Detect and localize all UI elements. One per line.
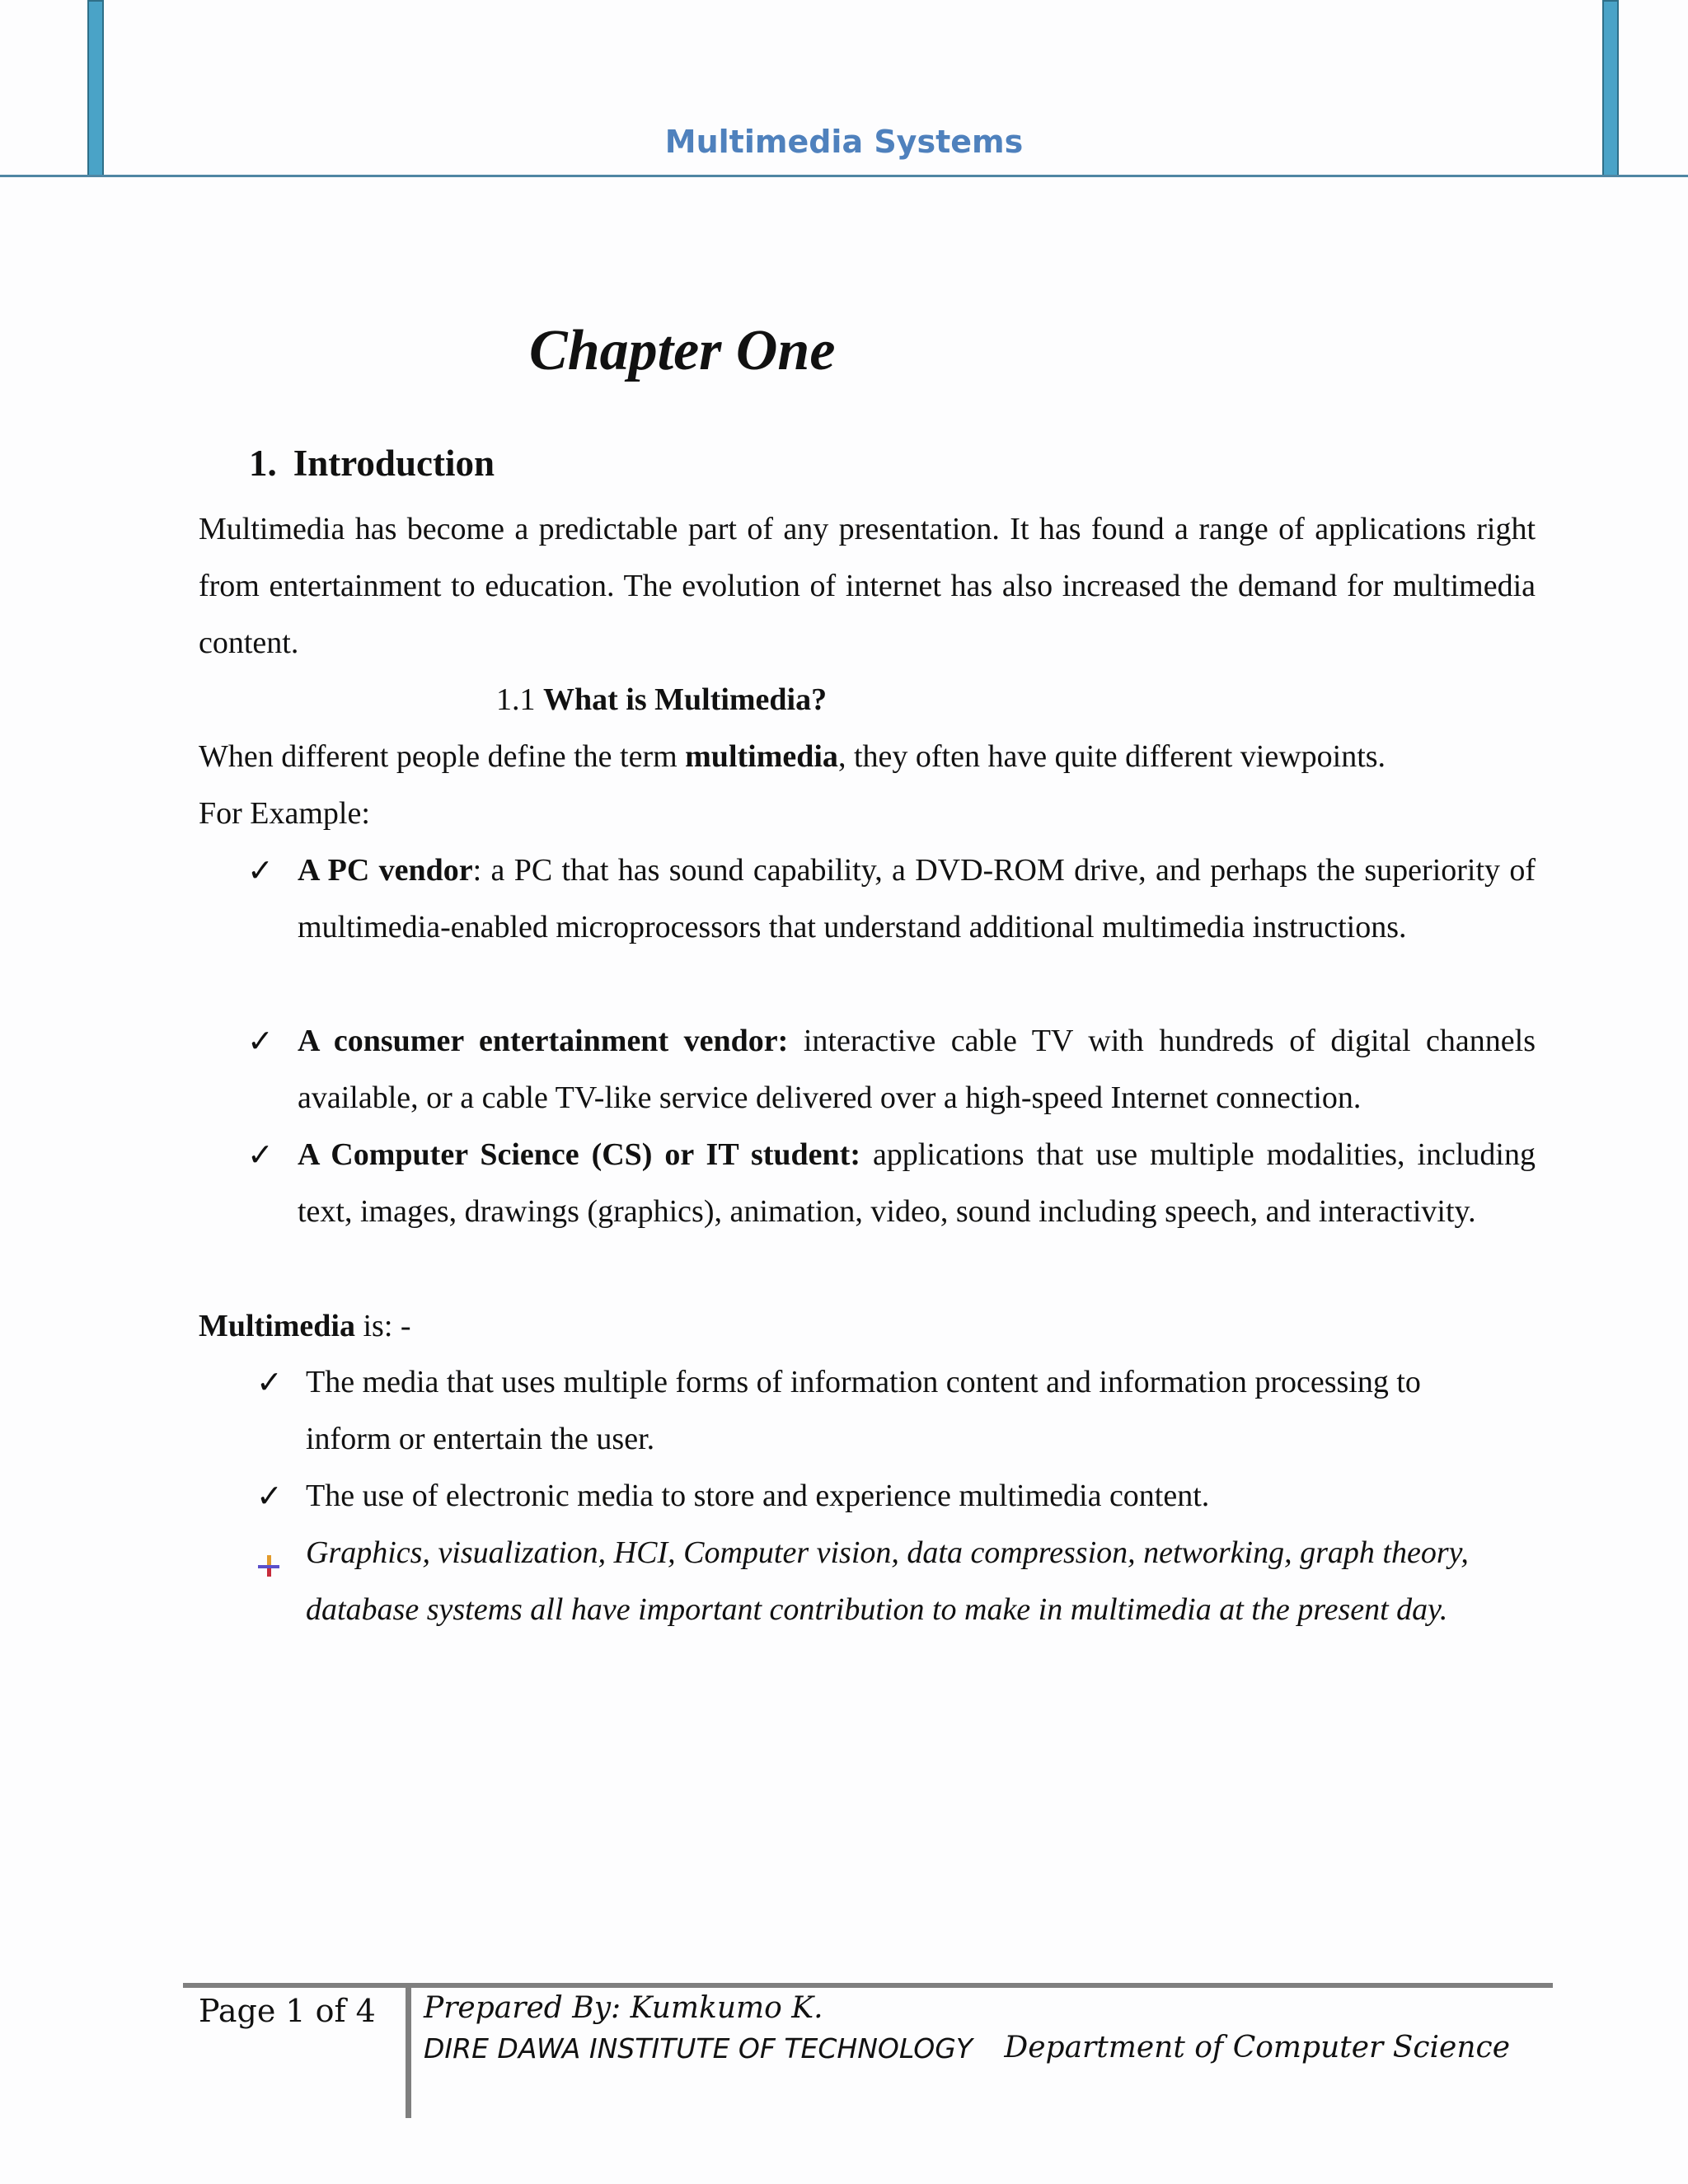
- intro-paragraph: Multimedia has become a predictable part of any presentation. It has found a range of applications right from entertainment to education. The evolution of internet has also increased the demand for multimedia content.: [199, 512, 1536, 660]
- definition-intro: [199, 729, 1386, 785]
- viewpoint-label: A PC vendor: [298, 853, 473, 888]
- definition-intro-rest: , they often have quite different viewpoints.: [837, 739, 1386, 774]
- footer-divider: [406, 1983, 411, 2118]
- page-number: Page 1 of 4: [199, 1993, 376, 2029]
- list-item: The media that uses multiple forms of information content and information processing to inform or entertain the user.: [306, 1365, 1421, 1456]
- subsection-heading: [496, 672, 827, 729]
- section-number: 1.: [249, 443, 277, 484]
- chapter-title: Chapter One: [529, 319, 836, 382]
- definition-intro-term: multimedia: [685, 739, 838, 774]
- subsection-title: What is Multimedia?: [543, 682, 828, 717]
- department-name: Department of Computer Science: [1004, 2031, 1510, 2064]
- viewpoint-label: A Computer Science (CS) or IT student:: [298, 1137, 860, 1172]
- checkmark-icon: ✓: [247, 852, 274, 888]
- checkmark-icon: ✓: [247, 1137, 274, 1173]
- footer-rule: [183, 1983, 1553, 1988]
- subsection-number: 1.1: [496, 682, 536, 717]
- list-item: [298, 1127, 1536, 1240]
- multimedia-is-label: [199, 1298, 411, 1355]
- list-item: The use of electronic media to store and experience multimedia content.: [306, 1479, 1210, 1513]
- multimedia-is-term: Multimedia: [199, 1309, 355, 1343]
- header-title: Multimedia Systems: [664, 124, 1024, 160]
- prepared-by: Prepared By: Kumkumo K.: [424, 1991, 823, 2025]
- multimedia-is-rest: is: -: [354, 1309, 411, 1343]
- section-heading: [249, 442, 495, 485]
- checkmark-icon: ✓: [247, 1023, 274, 1059]
- header-rule: [0, 175, 1688, 177]
- list-item: [298, 1013, 1536, 1127]
- for-example-label: For Example:: [199, 796, 370, 831]
- institute-name: DIRE DAWA INSTITUTE OF TECHNOLOGY: [424, 2032, 973, 2064]
- list-item: [298, 842, 1536, 956]
- contribution-note: Graphics, visualization, HCI, Computer vision, data compression, networking, graph theory, database systems all have important contribution to make in multimedia at the present day.: [306, 1535, 1469, 1627]
- viewpoint-text: applications that use multiple modalities, including text, images, drawings (graphics), animation, video, sound including speech, and interactivity.: [298, 1137, 1536, 1229]
- section-title: Introduction: [293, 443, 495, 484]
- definition-intro-text: When different people define the term: [199, 739, 686, 774]
- viewpoint-text: interactive cable TV with hundreds of digital channels available, or a cable TV-like service delivered over a high-speed Internet connection.: [298, 1024, 1536, 1115]
- arrow-bullet-icon: [256, 1540, 281, 1564]
- viewpoint-text: : a PC that has sound capability, a DVD-ROM drive, and perhaps the superiority of multimedia-enabled microprocessors that understand additional multimedia instructions.: [298, 853, 1536, 944]
- viewpoint-label: A consumer entertainment vendor:: [298, 1024, 789, 1058]
- checkmark-icon: ✓: [256, 1364, 283, 1400]
- checkmark-icon: ✓: [256, 1478, 283, 1514]
